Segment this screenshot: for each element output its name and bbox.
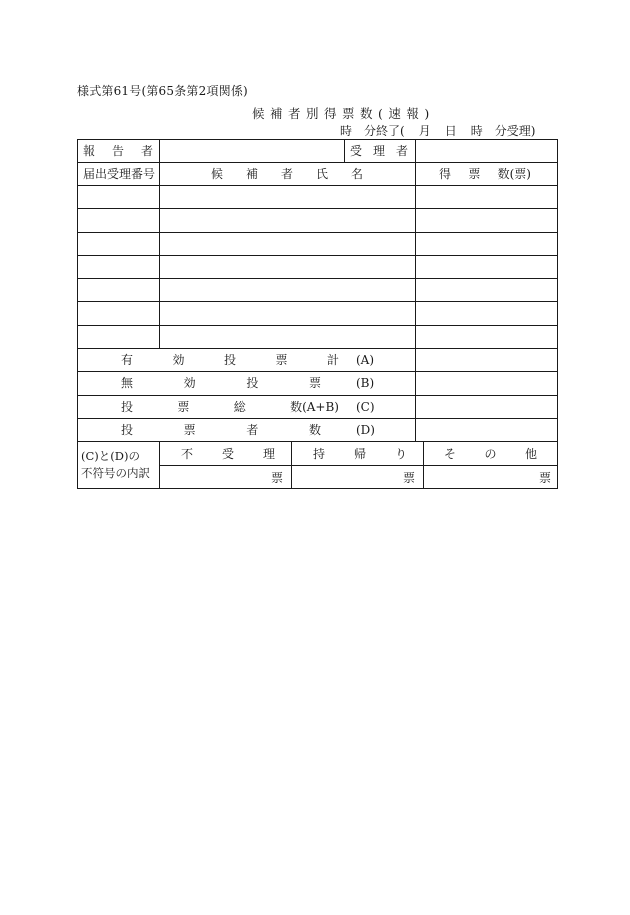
time-month: 月 — [418, 124, 431, 138]
reporter-label: 報 告 者 — [83, 144, 153, 158]
time-day: 日 — [444, 124, 457, 138]
candidate-row — [78, 185, 557, 208]
candidate-row — [78, 255, 557, 278]
breakdown-col-taken-home: 持 帰 り — [313, 446, 407, 461]
summary-total-label: 投 票 総 数(A+B) — [121, 400, 339, 414]
receiver-field[interactable] — [417, 139, 556, 162]
time-line — [340, 122, 535, 139]
report-table — [77, 139, 557, 489]
breakdown-col-other: そ の 他 — [444, 446, 537, 461]
votes-header: 得 票 数(票) — [439, 167, 531, 181]
breakdown-col-rejected: 不 受 理 — [181, 446, 275, 461]
candidate-row — [78, 301, 557, 324]
candidate-row — [78, 278, 557, 301]
summary-invalid-code: (B) — [356, 375, 375, 390]
breakdown-label-line1: (C)と(D)の — [81, 449, 140, 463]
candidate-name-header: 候 補 者 氏 名 — [211, 167, 363, 181]
receiver-label: 受 理 者 — [350, 144, 408, 158]
form-title: 候補者別得票数(速報) — [252, 106, 435, 121]
time-hour: 時 — [340, 124, 353, 138]
reporter-field[interactable] — [161, 139, 343, 162]
time-hour2: 時 — [470, 124, 483, 138]
summary-voters-code: (D) — [356, 422, 375, 437]
summary-voters-label: 投 票 者 数 — [121, 423, 321, 437]
form-number: 様式第61号(第65条第2項関係) — [77, 84, 248, 98]
summary-valid-code: (A) — [356, 352, 375, 367]
summary-total-code: (C) — [356, 399, 375, 414]
time-minute-receipt: 分受理) — [494, 124, 536, 138]
filing-number-header: 届出受理番号 — [82, 167, 155, 181]
summary-invalid-label: 無 効 投 票 — [121, 376, 321, 390]
breakdown-unit-rejected: 票 — [270, 470, 283, 485]
summary-valid-label: 有 効 投 票 計 — [121, 353, 339, 367]
time-minute-end: 分終了( — [364, 124, 405, 138]
candidate-row — [78, 325, 557, 348]
candidate-row — [78, 232, 557, 255]
breakdown-unit-taken-home: 票 — [402, 470, 415, 485]
breakdown-label-line2: 不符号の内訳 — [81, 466, 150, 480]
breakdown-unit-other: 票 — [538, 470, 551, 485]
candidate-row — [78, 208, 557, 231]
